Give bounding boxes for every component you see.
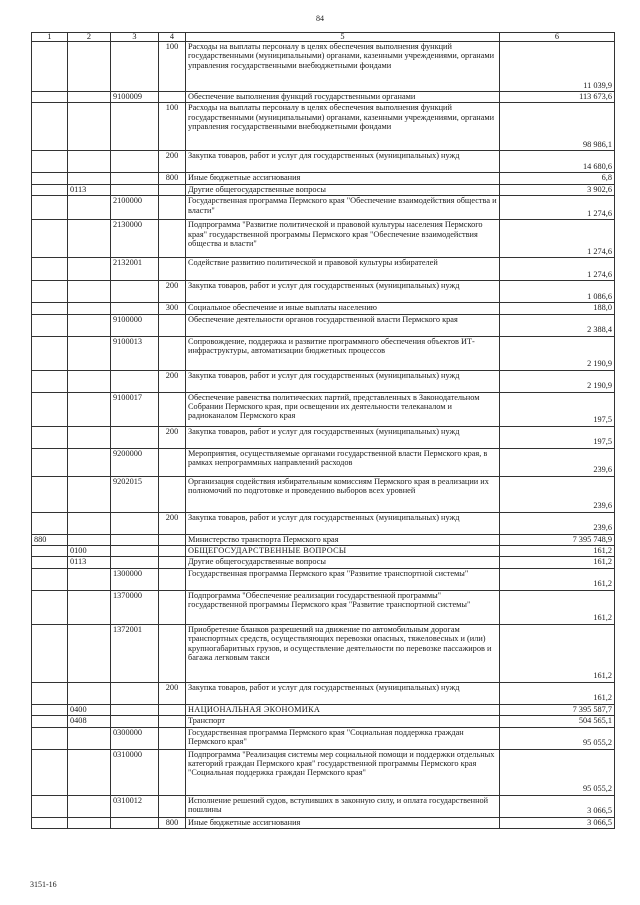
target-article-cell: 1300000 xyxy=(111,568,159,590)
ministry-code-cell xyxy=(32,590,68,624)
amount-cell: 3 902,6 xyxy=(500,184,615,195)
table-row xyxy=(32,303,615,314)
target-article-cell: 2132001 xyxy=(111,258,159,281)
target-article-cell xyxy=(111,817,159,828)
amount-cell: 1 274,6 xyxy=(500,258,615,281)
ministry-code-cell xyxy=(32,704,68,715)
target-article-cell xyxy=(111,704,159,715)
section-code-cell xyxy=(68,42,111,92)
expense-type-cell xyxy=(159,704,186,715)
ministry-code-cell xyxy=(32,749,68,795)
amount-cell: 6,8 xyxy=(500,173,615,184)
expense-type-cell: 200 xyxy=(159,682,186,704)
expense-type-cell xyxy=(159,476,186,512)
description-cell: Содействие развитию политической и правовой культуры избирателей xyxy=(186,258,500,281)
target-article-cell: 0310012 xyxy=(111,795,159,817)
target-article-cell xyxy=(111,103,159,151)
expense-type-cell xyxy=(159,184,186,195)
amount-cell: 95 055,2 xyxy=(500,749,615,795)
ministry-code-cell xyxy=(32,103,68,151)
table-row xyxy=(32,92,615,103)
description-cell: Подпрограмма "Обеспечение реализации государственной программы" государственной программы Пермского края "Развитие транспортной системы" xyxy=(186,590,500,624)
expense-type-cell xyxy=(159,590,186,624)
ministry-code-cell xyxy=(32,392,68,426)
expense-type-cell xyxy=(159,92,186,103)
section-code-cell xyxy=(68,370,111,392)
expense-type-cell xyxy=(159,624,186,682)
section-code-cell xyxy=(68,314,111,336)
target-article-cell: 9100009 xyxy=(111,92,159,103)
table-row xyxy=(32,795,615,817)
ministry-code-cell xyxy=(32,220,68,258)
amount-cell: 161,2 xyxy=(500,568,615,590)
section-code-cell: 0113 xyxy=(68,184,111,195)
ministry-code-cell xyxy=(32,184,68,195)
description-cell: Обеспечение деятельности органов государственной власти Пермского края xyxy=(186,314,500,336)
section-code-cell xyxy=(68,103,111,151)
table-row xyxy=(32,336,615,370)
section-code-cell: 0400 xyxy=(68,704,111,715)
description-cell: НАЦИОНАЛЬНАЯ ЭКОНОМИКА xyxy=(186,704,500,715)
section-code-cell xyxy=(68,795,111,817)
target-article-cell xyxy=(111,151,159,173)
expense-type-cell xyxy=(159,336,186,370)
amount-cell: 11 039,9 xyxy=(500,42,615,92)
section-code-cell xyxy=(68,817,111,828)
description-cell: Обеспечение выполнения функций государственными органами xyxy=(186,92,500,103)
description-cell: Обеспечение равенства политических партий, представленных в Законодательном Собрании Пермского края, при освещении их деятельности телеканалом и радиоканалом Пермского края xyxy=(186,392,500,426)
description-cell: Подпрограмма "Реализация системы мер социальной помощи и поддержки отдельных категорий граждан Пермского края" государственной программы Пермского края "Социальная поддержка граждан Пермского края" xyxy=(186,749,500,795)
amount-cell: 1 274,6 xyxy=(500,196,615,220)
target-article-cell: 9200000 xyxy=(111,448,159,476)
table-row xyxy=(32,370,615,392)
table-header-row xyxy=(32,33,615,42)
expense-type-cell xyxy=(159,448,186,476)
section-code-cell xyxy=(68,534,111,545)
column-header: 3 xyxy=(111,33,159,42)
target-article-cell xyxy=(111,512,159,534)
description-cell: ОБЩЕГОСУДАРСТВЕННЫЕ ВОПРОСЫ xyxy=(186,546,500,557)
expense-type-cell: 200 xyxy=(159,281,186,303)
ministry-code-cell xyxy=(32,258,68,281)
ministry-code-cell xyxy=(32,557,68,568)
amount-cell: 197,5 xyxy=(500,426,615,448)
description-cell: Подпрограмма "Развитие политической и правовой культуры населения Пермского края" государственной программы Пермского края "Обеспечение взаимодействия общества и власти" xyxy=(186,220,500,258)
section-code-cell xyxy=(68,727,111,749)
target-article-cell xyxy=(111,42,159,92)
ministry-code-cell xyxy=(32,426,68,448)
target-article-cell: 9100017 xyxy=(111,392,159,426)
table-row xyxy=(32,557,615,568)
amount-cell: 188,0 xyxy=(500,303,615,314)
section-code-cell: 0113 xyxy=(68,557,111,568)
amount-cell: 3 066,5 xyxy=(500,817,615,828)
amount-cell: 239,6 xyxy=(500,448,615,476)
description-cell: Мероприятия, осуществляемые органами государственной власти Пермского края, в рамках непрограммных направлений расходов xyxy=(186,448,500,476)
description-cell: Иные бюджетные ассигнования xyxy=(186,173,500,184)
amount-cell: 113 673,6 xyxy=(500,92,615,103)
expense-type-cell xyxy=(159,716,186,727)
expense-type-cell: 800 xyxy=(159,173,186,184)
table-row xyxy=(32,512,615,534)
amount-cell: 7 395 587,7 xyxy=(500,704,615,715)
ministry-code-cell xyxy=(32,196,68,220)
expense-type-cell xyxy=(159,314,186,336)
table-row xyxy=(32,727,615,749)
target-article-cell: 9202015 xyxy=(111,476,159,512)
amount-cell: 95 055,2 xyxy=(500,727,615,749)
expense-type-cell xyxy=(159,220,186,258)
ministry-code-cell xyxy=(32,727,68,749)
table-row xyxy=(32,682,615,704)
section-code-cell xyxy=(68,624,111,682)
table-row xyxy=(32,590,615,624)
target-article-cell xyxy=(111,370,159,392)
description-cell: Иные бюджетные ассигнования xyxy=(186,817,500,828)
amount-cell: 1 086,6 xyxy=(500,281,615,303)
target-article-cell xyxy=(111,546,159,557)
expense-type-cell xyxy=(159,749,186,795)
expense-type-cell xyxy=(159,534,186,545)
target-article-cell xyxy=(111,303,159,314)
ministry-code-cell xyxy=(32,512,68,534)
table-row xyxy=(32,716,615,727)
amount-cell: 239,6 xyxy=(500,512,615,534)
description-cell: Закупка товаров, работ и услуг для государственных (муниципальных) нужд xyxy=(186,512,500,534)
ministry-code-cell xyxy=(32,151,68,173)
table-row xyxy=(32,173,615,184)
ministry-code-cell xyxy=(32,281,68,303)
table-row xyxy=(32,476,615,512)
expense-type-cell: 300 xyxy=(159,303,186,314)
section-code-cell xyxy=(68,392,111,426)
ministry-code-cell xyxy=(32,476,68,512)
section-code-cell xyxy=(68,258,111,281)
section-code-cell xyxy=(68,173,111,184)
description-cell: Министерство транспорта Пермского края xyxy=(186,534,500,545)
description-cell: Закупка товаров, работ и услуг для государственных (муниципальных) нужд xyxy=(186,281,500,303)
expense-type-cell xyxy=(159,196,186,220)
amount-cell: 2 190,9 xyxy=(500,336,615,370)
table-row xyxy=(32,534,615,545)
table-row xyxy=(32,220,615,258)
section-code-cell xyxy=(68,303,111,314)
target-article-cell xyxy=(111,534,159,545)
amount-cell: 2 388,4 xyxy=(500,314,615,336)
ministry-code-cell xyxy=(32,817,68,828)
amount-cell: 239,6 xyxy=(500,476,615,512)
column-header: 5 xyxy=(186,33,500,42)
amount-cell: 98 986,1 xyxy=(500,103,615,151)
description-cell: Государственная программа Пермского края "Развитие транспортной системы" xyxy=(186,568,500,590)
section-code-cell xyxy=(68,749,111,795)
ministry-code-cell xyxy=(32,303,68,314)
target-article-cell xyxy=(111,426,159,448)
target-article-cell: 2130000 xyxy=(111,220,159,258)
expense-type-cell xyxy=(159,727,186,749)
target-article-cell xyxy=(111,281,159,303)
expense-type-cell xyxy=(159,568,186,590)
table-row xyxy=(32,196,615,220)
description-cell: Транспорт xyxy=(186,716,500,727)
description-cell: Приобретение бланков разрешений на движение по автомобильным дорогам транспортных средств, осуществляющих перевозки опасных, тяжеловесных и (или) крупногабаритных грузов, и осуществление деятельности по перевозке пассажиров и багажа легковым такси xyxy=(186,624,500,682)
target-article-cell: 1372001 xyxy=(111,624,159,682)
ministry-code-cell xyxy=(32,42,68,92)
amount-cell: 3 066,5 xyxy=(500,795,615,817)
target-article-cell xyxy=(111,173,159,184)
expense-type-cell xyxy=(159,795,186,817)
description-cell: Расходы на выплаты персоналу в целях обеспечения выполнения функций государственными (муниципальными) органами, казенными учреждениями, органами управления государственными внебюджетными фондами xyxy=(186,42,500,92)
ministry-code-cell xyxy=(32,370,68,392)
amount-cell: 1 274,6 xyxy=(500,220,615,258)
description-cell: Государственная программа Пермского края "Социальная поддержка граждан Пермского края" xyxy=(186,727,500,749)
amount-cell: 7 395 748,9 xyxy=(500,534,615,545)
table-row xyxy=(32,426,615,448)
target-article-cell: 1370000 xyxy=(111,590,159,624)
target-article-cell xyxy=(111,184,159,195)
description-cell: Государственная программа Пермского края "Обеспечение взаимодействия общества и власти" xyxy=(186,196,500,220)
description-cell: Закупка товаров, работ и услуг для государственных (муниципальных) нужд xyxy=(186,151,500,173)
ministry-code-cell xyxy=(32,624,68,682)
amount-cell: 161,2 xyxy=(500,546,615,557)
ministry-code-cell xyxy=(32,568,68,590)
description-cell: Сопровождение, поддержка и развитие программного обеспечения объектов ИТ-инфраструктуры, автоматизации бюджетных процессов xyxy=(186,336,500,370)
target-article-cell: 0310000 xyxy=(111,749,159,795)
section-code-cell xyxy=(68,448,111,476)
table-row xyxy=(32,103,615,151)
table-row xyxy=(32,624,615,682)
amount-cell: 197,5 xyxy=(500,392,615,426)
expense-type-cell xyxy=(159,557,186,568)
section-code-cell xyxy=(68,426,111,448)
amount-cell: 161,2 xyxy=(500,682,615,704)
column-header: 6 xyxy=(500,33,615,42)
column-header: 4 xyxy=(159,33,186,42)
ministry-code-cell xyxy=(32,448,68,476)
expense-type-cell: 200 xyxy=(159,512,186,534)
section-code-cell xyxy=(68,151,111,173)
table-row xyxy=(32,546,615,557)
amount-cell: 14 680,6 xyxy=(500,151,615,173)
amount-cell: 161,2 xyxy=(500,624,615,682)
table-row xyxy=(32,568,615,590)
table-row xyxy=(32,151,615,173)
budget-table xyxy=(31,32,615,829)
table-row xyxy=(32,258,615,281)
section-code-cell xyxy=(68,682,111,704)
section-code-cell xyxy=(68,196,111,220)
target-article-cell: 9100013 xyxy=(111,336,159,370)
table-row xyxy=(32,42,615,92)
target-article-cell: 9100000 xyxy=(111,314,159,336)
section-code-cell xyxy=(68,336,111,370)
table-row xyxy=(32,448,615,476)
ministry-code-cell xyxy=(32,546,68,557)
amount-cell: 2 190,9 xyxy=(500,370,615,392)
expense-type-cell xyxy=(159,392,186,426)
expense-type-cell: 800 xyxy=(159,817,186,828)
expense-type-cell xyxy=(159,546,186,557)
table-row xyxy=(32,184,615,195)
amount-cell: 161,2 xyxy=(500,590,615,624)
target-article-cell xyxy=(111,557,159,568)
description-cell: Закупка товаров, работ и услуг для государственных (муниципальных) нужд xyxy=(186,426,500,448)
ministry-code-cell xyxy=(32,173,68,184)
ministry-code-cell xyxy=(32,92,68,103)
description-cell: Другие общегосударственные вопросы xyxy=(186,557,500,568)
table-row xyxy=(32,281,615,303)
table-row xyxy=(32,817,615,828)
expense-type-cell: 200 xyxy=(159,426,186,448)
description-cell: Исполнение решений судов, вступивших в законную силу, и оплата государственной пошлины xyxy=(186,795,500,817)
ministry-code-cell xyxy=(32,314,68,336)
section-code-cell xyxy=(68,568,111,590)
ministry-code-cell: 880 xyxy=(32,534,68,545)
ministry-code-cell xyxy=(32,682,68,704)
column-header: 2 xyxy=(68,33,111,42)
section-code-cell xyxy=(68,92,111,103)
description-cell: Расходы на выплаты персоналу в целях обеспечения выполнения функций государственными (муниципальными) органами, казенными учреждениями, органами управления государственными внебюджетными фондами xyxy=(186,103,500,151)
target-article-cell xyxy=(111,716,159,727)
ministry-code-cell xyxy=(32,795,68,817)
expense-type-cell: 200 xyxy=(159,151,186,173)
table-row xyxy=(32,704,615,715)
table-row xyxy=(32,314,615,336)
section-code-cell: 0408 xyxy=(68,716,111,727)
ministry-code-cell xyxy=(32,716,68,727)
section-code-cell xyxy=(68,281,111,303)
document-code: 3151-16 xyxy=(30,880,57,889)
expense-type-cell xyxy=(159,258,186,281)
page-number: 84 xyxy=(316,14,324,23)
table-row xyxy=(32,749,615,795)
expense-type-cell: 100 xyxy=(159,42,186,92)
amount-cell: 504 565,1 xyxy=(500,716,615,727)
section-code-cell xyxy=(68,512,111,534)
section-code-cell xyxy=(68,476,111,512)
ministry-code-cell xyxy=(32,336,68,370)
description-cell: Социальное обеспечение и иные выплаты населению xyxy=(186,303,500,314)
table-row xyxy=(32,392,615,426)
description-cell: Организация содействия избирательным комиссиям Пермского края в реализации их полномочий по подготовке и проведению выборов всех уровней xyxy=(186,476,500,512)
description-cell: Другие общегосударственные вопросы xyxy=(186,184,500,195)
description-cell: Закупка товаров, работ и услуг для государственных (муниципальных) нужд xyxy=(186,370,500,392)
amount-cell: 161,2 xyxy=(500,557,615,568)
column-header: 1 xyxy=(32,33,68,42)
description-cell: Закупка товаров, работ и услуг для государственных (муниципальных) нужд xyxy=(186,682,500,704)
section-code-cell: 0100 xyxy=(68,546,111,557)
section-code-cell xyxy=(68,590,111,624)
target-article-cell: 2100000 xyxy=(111,196,159,220)
section-code-cell xyxy=(68,220,111,258)
target-article-cell: 0300000 xyxy=(111,727,159,749)
expense-type-cell: 100 xyxy=(159,103,186,151)
expense-type-cell: 200 xyxy=(159,370,186,392)
target-article-cell xyxy=(111,682,159,704)
